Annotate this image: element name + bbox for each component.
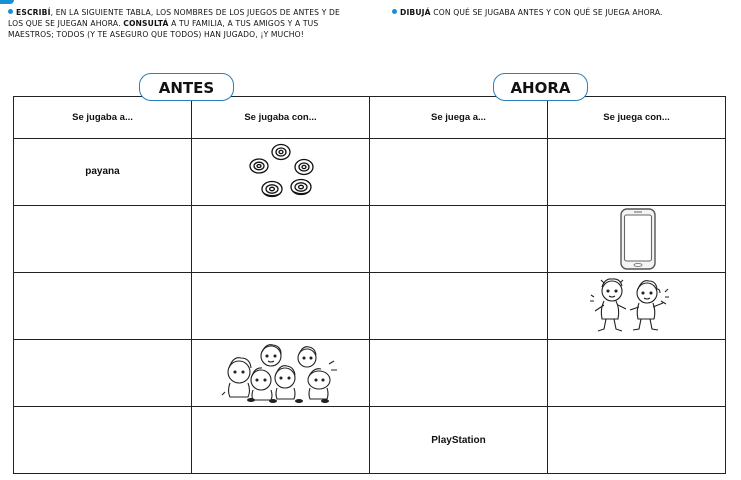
bullet-icon — [392, 9, 397, 14]
header-se-jugaba-con: Se jugaba con... — [192, 97, 370, 139]
table-cell[interactable] — [14, 273, 192, 340]
instruction-verb: ESCRIBÍ — [16, 8, 51, 17]
table-cell[interactable] — [14, 139, 192, 206]
table-cell[interactable] — [192, 407, 370, 474]
table-header-row — [14, 97, 726, 139]
table-cell[interactable] — [192, 273, 370, 340]
table-row — [14, 206, 726, 273]
children-group-illustration — [221, 342, 341, 404]
table-cell[interactable] — [370, 407, 548, 474]
smartphone-icon — [618, 207, 658, 271]
games-table — [13, 96, 726, 474]
table-cell[interactable] — [192, 206, 370, 273]
table-cell[interactable] — [370, 206, 548, 273]
table-cell[interactable] — [14, 407, 192, 474]
header-se-juega-con: Se juega con... — [548, 97, 726, 139]
instruction-text: , EN LA SIGUIENTE TABLA, LOS NOMBRES DE LOS JUEGOS DE ANTES Y DE LOS QUE SE JUEGAN AHORA. — [8, 8, 340, 28]
instruction-verb: DIBUJÁ — [400, 8, 431, 17]
cell-text: PlayStation — [431, 434, 486, 446]
table-row — [14, 407, 726, 474]
table-cell[interactable] — [14, 340, 192, 407]
table-cell[interactable] — [370, 273, 548, 340]
corner-decoration — [0, 0, 14, 4]
table-cell[interactable] — [548, 206, 726, 273]
table-cell[interactable] — [548, 340, 726, 407]
cell-text: payana — [85, 165, 120, 177]
table-cell[interactable] — [548, 407, 726, 474]
section-label-ahora: AHORA — [493, 73, 588, 101]
table-cell[interactable] — [548, 273, 726, 340]
instruction-text: A TU FAMILIA, A TUS AMIGOS Y A TUS MAESTROS; TODOS (Y TE ASEGURO QUE TODOS) HAN JUGADO, ¡Y MUCHO! — [8, 19, 319, 39]
table-row — [14, 273, 726, 340]
table-cell[interactable] — [192, 340, 370, 407]
table-cell[interactable] — [370, 340, 548, 407]
children-playing-illustration — [588, 275, 672, 337]
header-se-jugaba-a: Se jugaba a... — [14, 97, 192, 139]
table-row — [14, 340, 726, 407]
table-cell[interactable] — [14, 206, 192, 273]
instructions-right — [392, 7, 737, 18]
instruction-verb: CONSULTÁ — [123, 19, 169, 28]
table-row — [14, 139, 726, 206]
section-label-antes: ANTES — [139, 73, 234, 101]
payana-stones-icon — [241, 142, 321, 202]
header-se-juega-a: Se juega a... — [370, 97, 548, 139]
table-cell[interactable] — [192, 139, 370, 206]
table-cell[interactable] — [370, 139, 548, 206]
instruction-text: CON QUÉ SE JUGABA ANTES Y CON QUÉ SE JUEGA AHORA. — [430, 8, 663, 17]
table-cell[interactable] — [548, 139, 726, 206]
bullet-icon — [8, 9, 13, 14]
instructions-left — [8, 7, 353, 40]
